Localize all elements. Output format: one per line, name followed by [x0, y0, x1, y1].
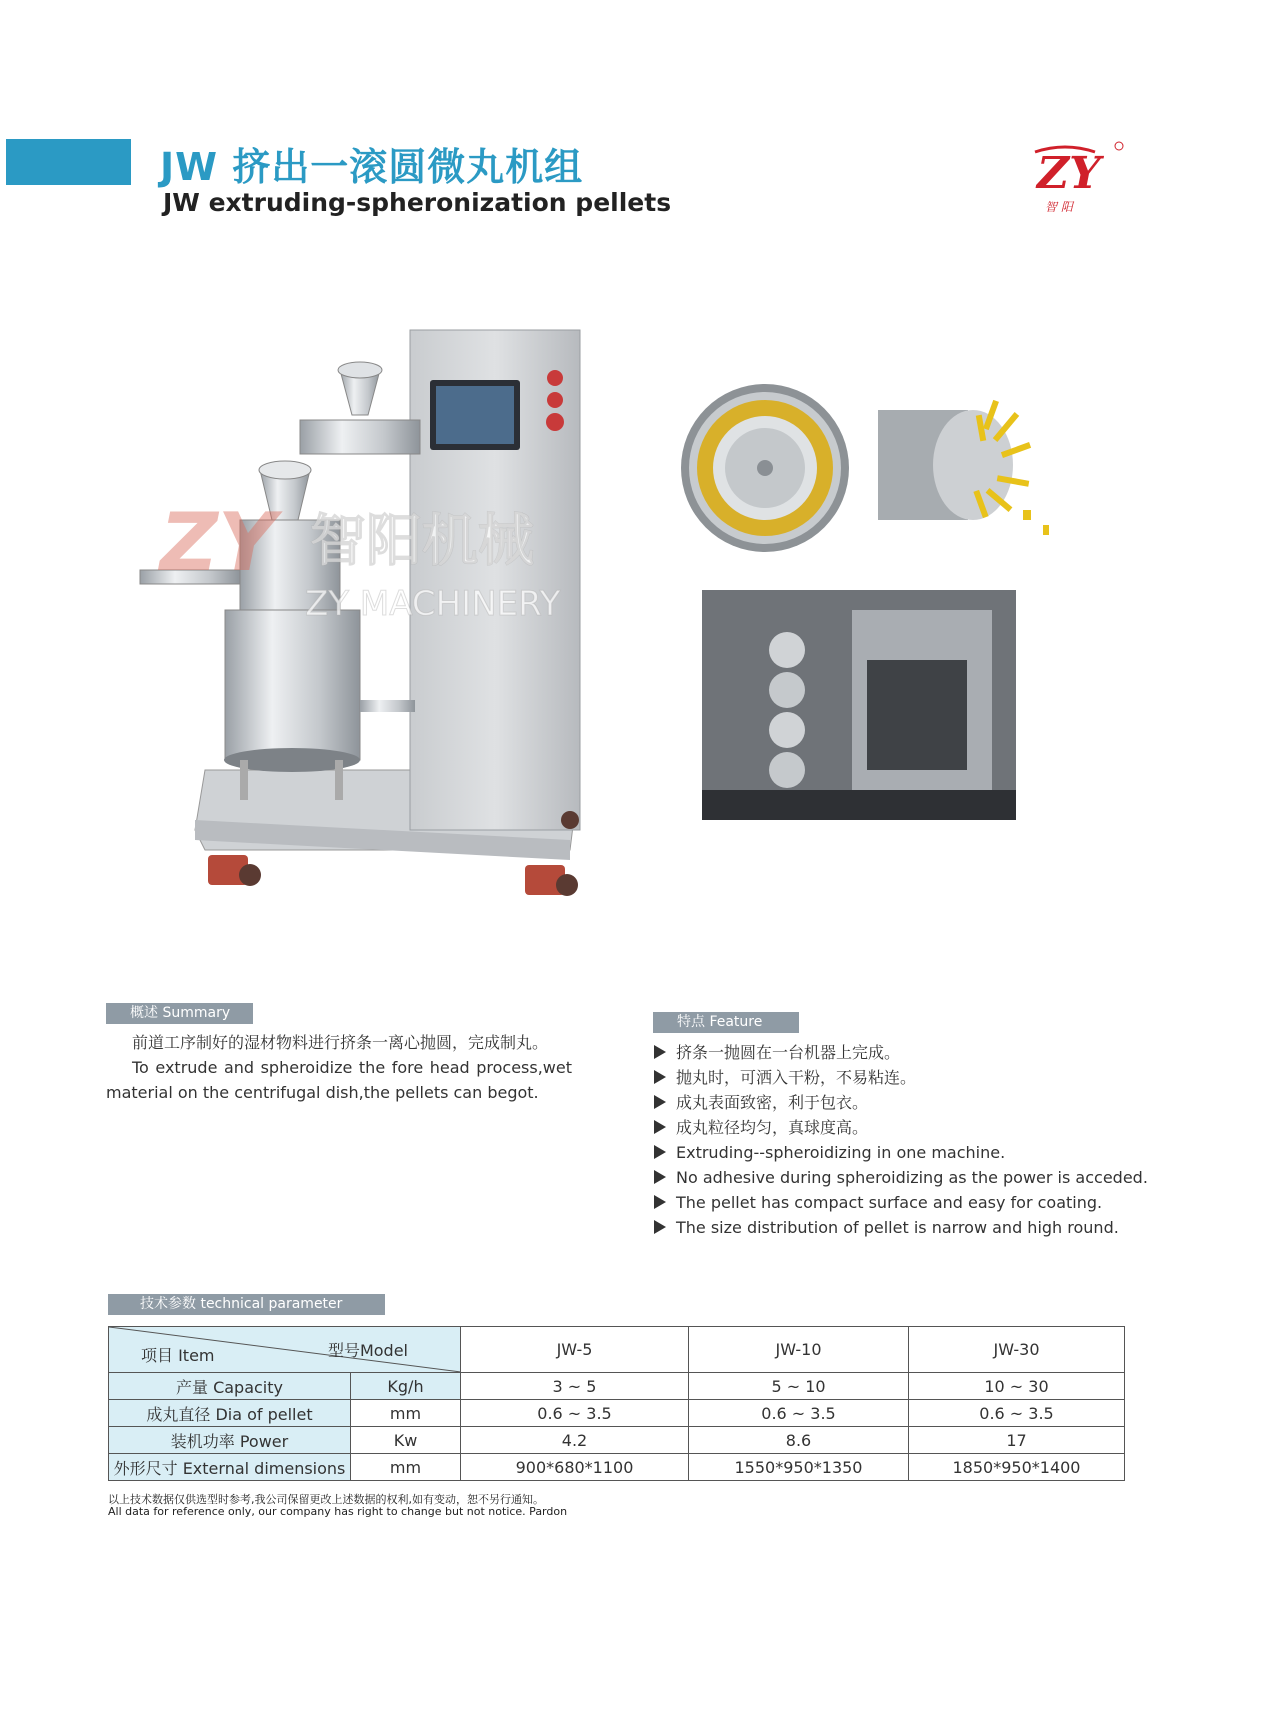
- row-name: 产量 Capacity: [109, 1373, 351, 1400]
- feature-item: 抛丸时，可洒入干粉，不易粘连。: [654, 1065, 1174, 1090]
- feature-list: [654, 1040, 1174, 1240]
- accent-bar: [6, 139, 131, 185]
- corner-model-label: 型号Model: [327, 1341, 408, 1360]
- bullet-triangle-icon: [654, 1070, 666, 1084]
- feature-item: 成丸表面致密，利于包衣。: [654, 1090, 1174, 1115]
- corner-item-label: 项目 Item: [141, 1346, 215, 1365]
- model-header: JW-30: [909, 1327, 1125, 1373]
- bullet-triangle-icon: [654, 1045, 666, 1059]
- row-unit: Kg/h: [351, 1373, 461, 1400]
- page-title-cn: JW 挤出一滚圆微丸机组: [160, 145, 584, 189]
- table-row: [109, 1400, 1125, 1427]
- page-title-en: JW extruding-spheronization pellets: [163, 188, 672, 217]
- machine-photo: [130, 320, 590, 910]
- table-cell: 0.6 ~ 3.5: [461, 1400, 689, 1427]
- svg-text:智 阳: 智 阳: [1045, 200, 1073, 214]
- notice-text-cn: 以上技术数据仅供选型时参考,我公司保留更改上述数据的权利,如有变动，恕不另行通知。: [108, 1493, 544, 1506]
- summary-text-en: To extrude and spheroidize the fore head process,wet material on the centrifugal dish,the pellets can begot.: [106, 1058, 572, 1102]
- bullet-triangle-icon: [654, 1195, 666, 1209]
- summary-label: 概述 Summary: [106, 1003, 253, 1024]
- feature-item: The pellet has compact surface and easy for coating.: [654, 1190, 1174, 1215]
- table-corner-cell: [109, 1327, 461, 1373]
- summary-text-cn: 前道工序制好的湿材物料进行挤条一离心抛圆，完成制丸。: [132, 1033, 549, 1052]
- extruder-die-photo: [878, 390, 1058, 560]
- table-cell: 10 ~ 30: [909, 1373, 1125, 1400]
- table-row: [109, 1454, 1125, 1481]
- svg-text:ZY: ZY: [1037, 148, 1101, 199]
- tech-parameter-label: 技术参数 technical parameter: [108, 1294, 385, 1315]
- spheronization-closeup-photo: [702, 590, 1016, 820]
- bullet-triangle-icon: [654, 1095, 666, 1109]
- bullet-triangle-icon: [654, 1120, 666, 1134]
- bullet-triangle-icon: [654, 1170, 666, 1184]
- table-cell: 8.6: [689, 1427, 909, 1454]
- model-header: JW-10: [689, 1327, 909, 1373]
- spheronizer-dish-photo: [680, 383, 850, 553]
- spec-table: [108, 1326, 1125, 1481]
- table-cell: 900*680*1100: [461, 1454, 689, 1481]
- row-name: 装机功率 Power: [109, 1427, 351, 1454]
- table-row: [109, 1373, 1125, 1400]
- company-logo: [1025, 138, 1125, 218]
- feature-item: No adhesive during spheroidizing as the power is acceded.: [654, 1165, 1174, 1190]
- table-header-row: [109, 1327, 1125, 1373]
- watermark-cn: 智阳机械: [310, 509, 534, 574]
- model-header: JW-5: [461, 1327, 689, 1373]
- bullet-triangle-icon: [654, 1220, 666, 1234]
- table-cell: 0.6 ~ 3.5: [909, 1400, 1125, 1427]
- row-unit: Kw: [351, 1427, 461, 1454]
- table-cell: 0.6 ~ 3.5: [689, 1400, 909, 1427]
- table-cell: 1550*950*1350: [689, 1454, 909, 1481]
- table-cell: 17: [909, 1427, 1125, 1454]
- row-name: 外形尺寸 External dimensions: [109, 1454, 351, 1481]
- feature-item: 挤条一抛圆在一台机器上完成。: [654, 1040, 1174, 1065]
- table-row: [109, 1427, 1125, 1454]
- table-cell: 3 ~ 5: [461, 1373, 689, 1400]
- watermark-logo: ZY: [160, 496, 276, 589]
- watermark-en: ZY MACHINERY: [305, 584, 561, 624]
- notice-text-en: All data for reference only, our company has right to change but not notice. Pardon: [108, 1505, 568, 1518]
- row-unit: mm: [351, 1454, 461, 1481]
- row-unit: mm: [351, 1400, 461, 1427]
- bullet-triangle-icon: [654, 1145, 666, 1159]
- table-cell: 4.2: [461, 1427, 689, 1454]
- row-name: 成丸直径 Dia of pellet: [109, 1400, 351, 1427]
- feature-item: 成丸粒径均匀，真球度高。: [654, 1115, 1174, 1140]
- feature-label: 特点 Feature: [653, 1012, 799, 1033]
- table-cell: 1850*950*1400: [909, 1454, 1125, 1481]
- feature-item: Extruding--spheroidizing in one machine.: [654, 1140, 1174, 1165]
- table-cell: 5 ~ 10: [689, 1373, 909, 1400]
- feature-item: The size distribution of pellet is narrow and high round.: [654, 1215, 1174, 1240]
